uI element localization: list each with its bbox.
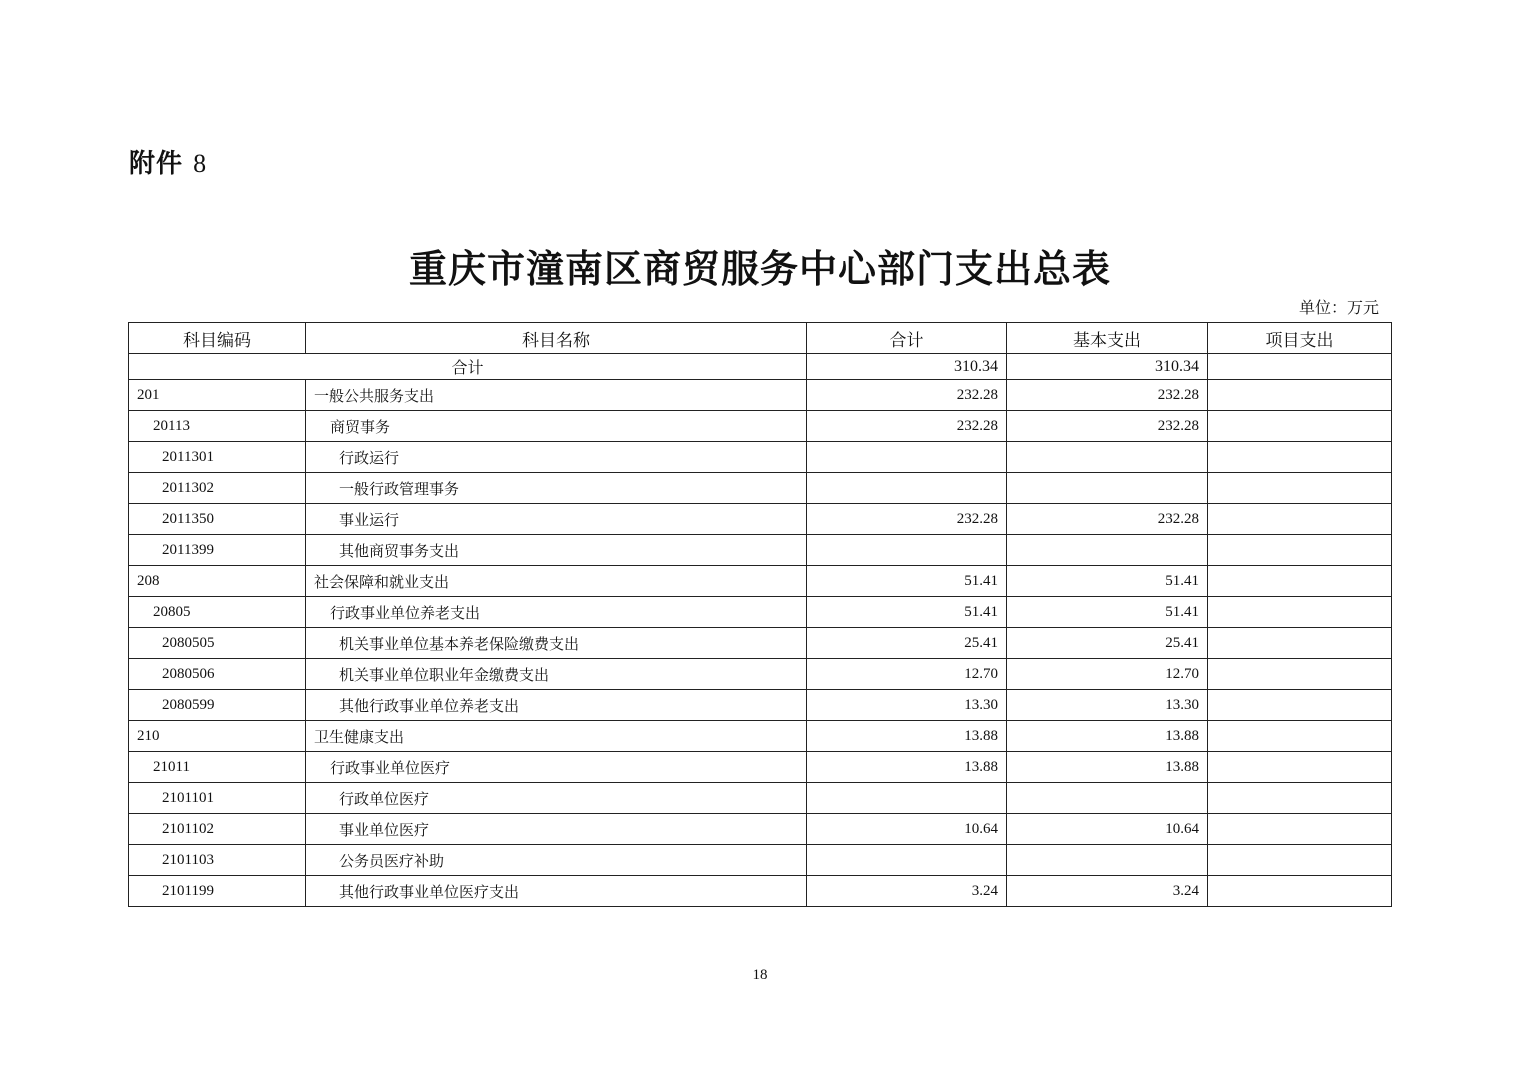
cell-total: 13.88 bbox=[807, 721, 1007, 752]
total-label: 合计 bbox=[129, 354, 807, 380]
unit-label: 单位：万元 bbox=[1298, 298, 1379, 317]
cell-code: 2011301 bbox=[129, 442, 306, 473]
cell-total: 51.41 bbox=[807, 597, 1007, 628]
table-body bbox=[129, 354, 1392, 907]
cell-name: 机关事业单位职业年金缴费支出 bbox=[306, 659, 807, 690]
cell-name: 卫生健康支出 bbox=[306, 721, 807, 752]
cell-code: 2101101 bbox=[129, 783, 306, 814]
cell-code: 21011 bbox=[129, 752, 306, 783]
cell-project bbox=[1208, 659, 1392, 690]
cell-name: 事业单位医疗 bbox=[306, 814, 807, 845]
cell-total bbox=[807, 783, 1007, 814]
cell-total bbox=[807, 442, 1007, 473]
cell-name: 一般公共服务支出 bbox=[306, 380, 807, 411]
table-row bbox=[129, 845, 1392, 876]
attachment-number: 8 bbox=[193, 149, 208, 178]
table-row bbox=[129, 783, 1392, 814]
cell-code: 2080506 bbox=[129, 659, 306, 690]
cell-code: 2101199 bbox=[129, 876, 306, 907]
expenditure-table bbox=[128, 322, 1392, 907]
table-header-row bbox=[129, 323, 1392, 354]
cell-total bbox=[807, 535, 1007, 566]
table-row bbox=[129, 411, 1392, 442]
column-header-project: 项目支出 bbox=[1208, 323, 1392, 354]
cell-total: 3.24 bbox=[807, 876, 1007, 907]
cell-project bbox=[1208, 845, 1392, 876]
cell-name: 行政事业单位养老支出 bbox=[306, 597, 807, 628]
cell-project bbox=[1208, 442, 1392, 473]
cell-name: 商贸事务 bbox=[306, 411, 807, 442]
attachment-text: 附件 bbox=[129, 149, 184, 179]
cell-project bbox=[1208, 814, 1392, 845]
cell-basic: 232.28 bbox=[1007, 504, 1208, 535]
cell-total: 232.28 bbox=[807, 380, 1007, 411]
cell-total: 25.41 bbox=[807, 628, 1007, 659]
table-row bbox=[129, 504, 1392, 535]
cell-name: 一般行政管理事务 bbox=[306, 473, 807, 504]
total-total: 310.34 bbox=[807, 354, 1007, 380]
cell-total bbox=[807, 845, 1007, 876]
cell-basic: 12.70 bbox=[1007, 659, 1208, 690]
cell-name: 事业运行 bbox=[306, 504, 807, 535]
cell-name: 机关事业单位基本养老保险缴费支出 bbox=[306, 628, 807, 659]
cell-total: 10.64 bbox=[807, 814, 1007, 845]
cell-code: 2101102 bbox=[129, 814, 306, 845]
table-row bbox=[129, 566, 1392, 597]
cell-project bbox=[1208, 535, 1392, 566]
cell-code: 2011302 bbox=[129, 473, 306, 504]
cell-basic: 10.64 bbox=[1007, 814, 1208, 845]
table-row bbox=[129, 659, 1392, 690]
cell-project bbox=[1208, 504, 1392, 535]
column-header-basic: 基本支出 bbox=[1007, 323, 1208, 354]
cell-basic: 232.28 bbox=[1007, 411, 1208, 442]
table-row bbox=[129, 535, 1392, 566]
cell-name: 行政单位医疗 bbox=[306, 783, 807, 814]
cell-project bbox=[1208, 690, 1392, 721]
cell-project bbox=[1208, 473, 1392, 504]
cell-name: 行政事业单位医疗 bbox=[306, 752, 807, 783]
cell-total: 51.41 bbox=[807, 566, 1007, 597]
cell-name: 社会保障和就业支出 bbox=[306, 566, 807, 597]
attachment-label bbox=[129, 143, 207, 180]
cell-project bbox=[1208, 566, 1392, 597]
cell-basic: 13.88 bbox=[1007, 752, 1208, 783]
total-row bbox=[129, 354, 1392, 380]
cell-code: 20805 bbox=[129, 597, 306, 628]
cell-code: 208 bbox=[129, 566, 306, 597]
cell-total: 232.28 bbox=[807, 504, 1007, 535]
table-row bbox=[129, 814, 1392, 845]
table-row bbox=[129, 721, 1392, 752]
cell-basic bbox=[1007, 473, 1208, 504]
cell-code: 210 bbox=[129, 721, 306, 752]
page-title: 重庆市潼南区商贸服务中心部门支出总表 bbox=[408, 246, 1111, 291]
cell-basic: 13.30 bbox=[1007, 690, 1208, 721]
cell-project bbox=[1208, 876, 1392, 907]
column-header-code: 科目编码 bbox=[129, 323, 306, 354]
table-row bbox=[129, 597, 1392, 628]
cell-basic bbox=[1007, 442, 1208, 473]
cell-code: 20113 bbox=[129, 411, 306, 442]
cell-name: 其他行政事业单位养老支出 bbox=[306, 690, 807, 721]
table-row bbox=[129, 876, 1392, 907]
cell-project bbox=[1208, 597, 1392, 628]
total-basic: 310.34 bbox=[1007, 354, 1208, 380]
cell-code: 201 bbox=[129, 380, 306, 411]
cell-total bbox=[807, 473, 1007, 504]
cell-total: 13.30 bbox=[807, 690, 1007, 721]
cell-total: 12.70 bbox=[807, 659, 1007, 690]
cell-code: 2080599 bbox=[129, 690, 306, 721]
cell-code: 2011399 bbox=[129, 535, 306, 566]
cell-project bbox=[1208, 783, 1392, 814]
page-number: 18 bbox=[752, 967, 768, 983]
cell-basic bbox=[1007, 845, 1208, 876]
column-header-total: 合计 bbox=[807, 323, 1007, 354]
cell-basic: 51.41 bbox=[1007, 597, 1208, 628]
cell-total: 232.28 bbox=[807, 411, 1007, 442]
table-row bbox=[129, 752, 1392, 783]
cell-project bbox=[1208, 380, 1392, 411]
cell-basic bbox=[1007, 535, 1208, 566]
table-row bbox=[129, 442, 1392, 473]
table-row bbox=[129, 690, 1392, 721]
cell-basic: 3.24 bbox=[1007, 876, 1208, 907]
cell-project bbox=[1208, 721, 1392, 752]
cell-basic: 232.28 bbox=[1007, 380, 1208, 411]
cell-project bbox=[1208, 628, 1392, 659]
cell-code: 2080505 bbox=[129, 628, 306, 659]
cell-name: 公务员医疗补助 bbox=[306, 845, 807, 876]
cell-total: 13.88 bbox=[807, 752, 1007, 783]
table-row bbox=[129, 628, 1392, 659]
cell-basic: 13.88 bbox=[1007, 721, 1208, 752]
total-project bbox=[1208, 354, 1392, 380]
cell-name: 其他商贸事务支出 bbox=[306, 535, 807, 566]
cell-project bbox=[1208, 752, 1392, 783]
cell-code: 2011350 bbox=[129, 504, 306, 535]
cell-name: 行政运行 bbox=[306, 442, 807, 473]
cell-name: 其他行政事业单位医疗支出 bbox=[306, 876, 807, 907]
cell-code: 2101103 bbox=[129, 845, 306, 876]
cell-basic: 51.41 bbox=[1007, 566, 1208, 597]
table-row bbox=[129, 380, 1392, 411]
cell-project bbox=[1208, 411, 1392, 442]
cell-basic: 25.41 bbox=[1007, 628, 1208, 659]
cell-basic bbox=[1007, 783, 1208, 814]
column-header-name: 科目名称 bbox=[306, 323, 807, 354]
table-row bbox=[129, 473, 1392, 504]
